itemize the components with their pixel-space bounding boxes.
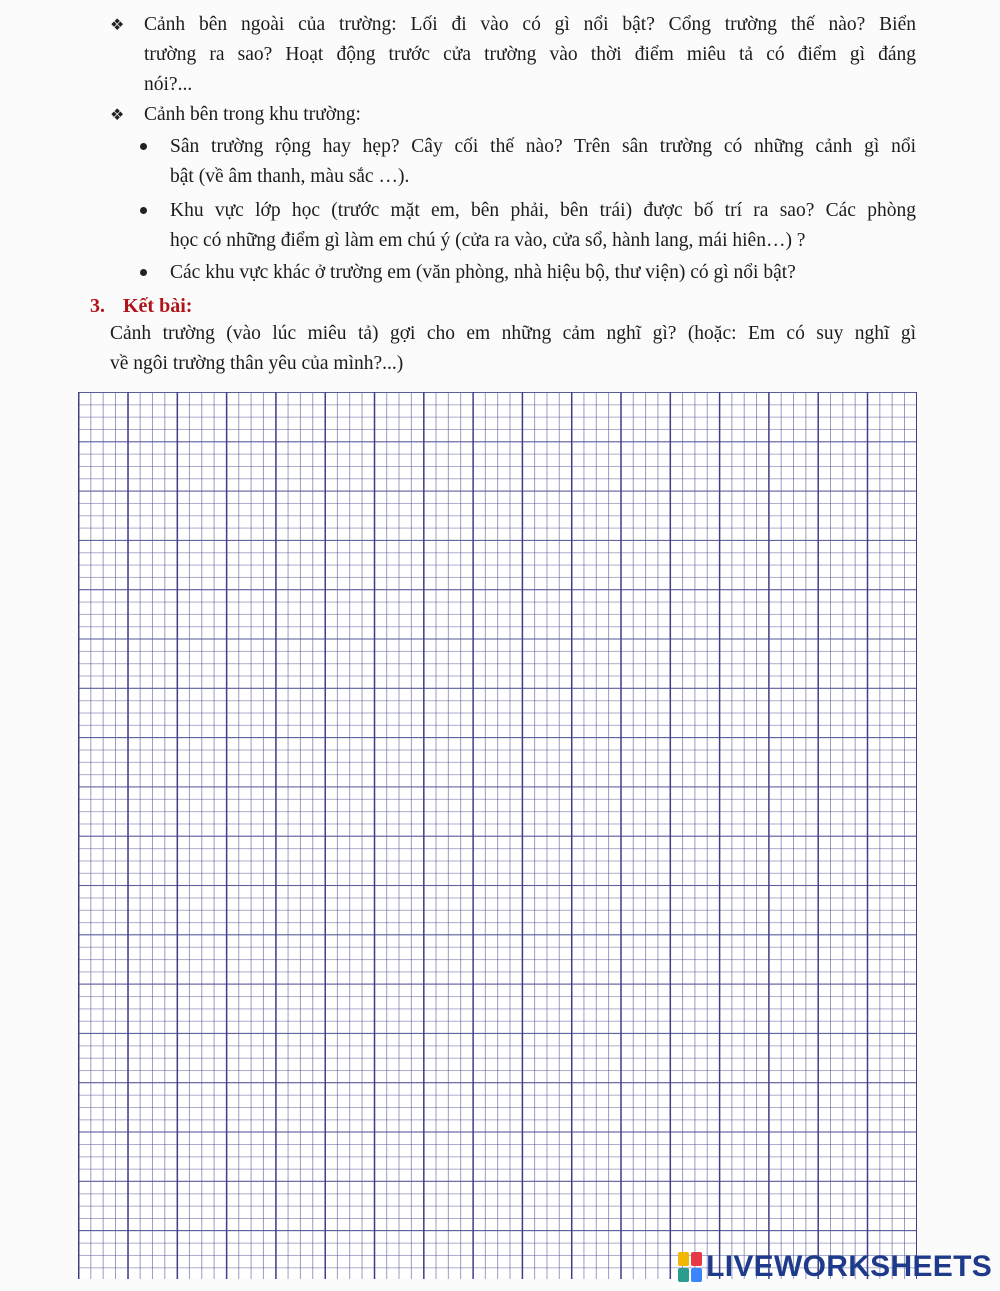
diamond-bullet-icon: ❖ [110, 105, 125, 124]
writing-grid[interactable] [78, 392, 917, 1279]
liveworksheets-logo [678, 1249, 992, 1285]
conclusion-number: 3. [90, 295, 105, 317]
outside-item-line-2: trường ra sao? Hoạt động trước cửa trường vào thời điểm miêu tả có điểm gì đáng [144, 44, 916, 65]
yard-line-1: Sân trường rộng hay hẹp? Cây cối thế nào? Trên sân trường có những cảnh gì nổi [170, 136, 916, 157]
conclusion-title: Kết bài: [123, 295, 193, 317]
outside-item-line-1: Cảnh bên ngoài của trường: Lối đi vào có gì nổi bật? Cổng trường thế nào? Biển [144, 14, 916, 35]
yard-line-2: bật (về âm thanh, màu sắc …). [170, 166, 410, 187]
conclusion-line-1: Cảnh trường (vào lúc miêu tả) gợi cho em những cảm nghĩ gì? (hoặc: Em có suy nghĩ gì [110, 323, 916, 344]
classroom-line-1: Khu vực lớp học (trước mặt em, bên phải, bên trái) được bố trí ra sao? Các phòng [170, 200, 916, 221]
classroom-line-2: học có những điểm gì làm em chú ý (cửa ra vào, cửa sổ, hành lang, mái hiên…) ? [170, 230, 806, 251]
outline-text [0, 0, 1000, 390]
conclusion-heading [90, 291, 192, 321]
outside-item-line-3: nói?... [144, 74, 193, 95]
bullet-dot-icon [140, 269, 147, 276]
other-areas-line: Các khu vực khác ở trường em (văn phòng, nhà hiệu bộ, thư viện) có gì nổi bật? [170, 262, 796, 283]
diamond-bullet-icon: ❖ [110, 15, 125, 34]
inside-item-label: Cảnh bên trong khu trường: [144, 104, 361, 125]
liveworksheets-logo-icon [678, 1252, 702, 1282]
bullet-dot-icon [140, 143, 147, 150]
brand-name: LIVEWORKSHEETS [706, 1250, 992, 1283]
conclusion-line-2: về ngôi trường thân yêu của mình?...) [110, 353, 404, 374]
bullet-dot-icon [140, 207, 147, 214]
